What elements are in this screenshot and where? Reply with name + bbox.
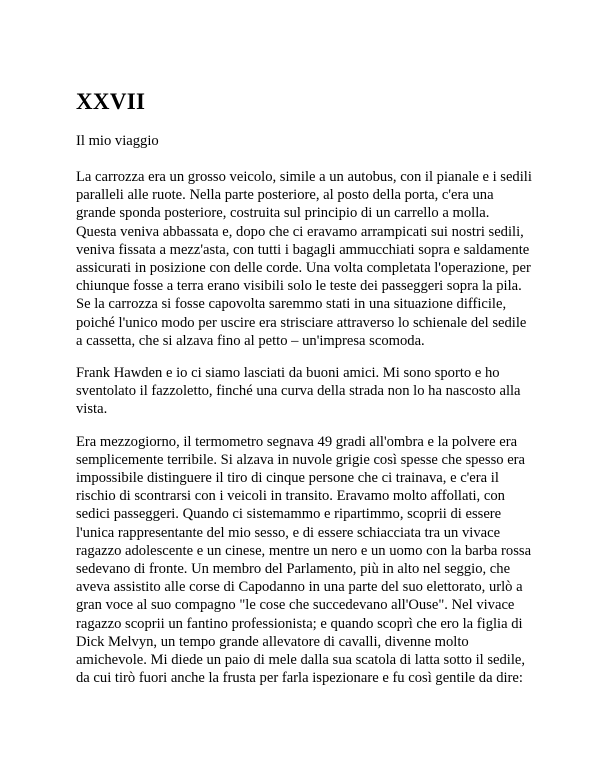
paragraph-3: Era mezzogiorno, il termometro segnava 49 gradi all'ombra e la polvere era semplicemente terribile. Si alzava in nuvole grigie così spesse che spesso era impossibile distinguere il tiro di cinque persone che ci trainava, e c'era il rischio di scontrarsi con i veicoli in transito. Eravamo molto affollati, con sedici passeggeri. Quando ci sistemammo e ripartimmo, scoprii di essere l'unica rappresentante del mio sesso, e di essere schiacciata tra un vivace ragazzo adolescente e un cinese, mentre un nero e un uomo con la barba rossa sedevano di fronte. Un membro del Parlamento, più in alto nel seggio, che aveva assistito alle corse di Capodanno in una parte del suo elettorato, urlò a gran voce al suo compagno "le cose che succedevano all'Ouse". Nel vivace ragazzo scoprii un fantino professionista; e quando scoprì che ero la figlia di Dick Melvyn, un tempo grande allevatore di cavalli, divenne molto amichevole. Mi diede un paio di mele dalla sua scatola di latta sotto il sedile, da cui tirò fuori anche la frusta per farla ispezionare e fu così gentile da dire: [76,433,532,687]
paragraph-2: Frank Hawden e io ci siamo lasciati da buoni amici. Mi sono sporto e ho sventolato il fazzoletto, finché una curva della strada non lo ha nascosto alla vista. [76,365,521,418]
paragraph-1: La carrozza era un grosso veicolo, simile a un autobus, con il pianale e i sedili paralleli alle ruote. Nella parte posteriore, al posto della porta, c'era una grande sponda posteriore, costruita sul principio di un carrello a molla. Questa veniva abbassata e, dopo che ci eravamo arrampicati sui nostri sedili, veniva fissata a mezz'asta, con tutti i bagagli ammucchiati sopra e saldamente assicurati in posizione con delle corde. Una volta completata l'operazione, per chiunque fosse a terra erano visibili solo le teste dei passeggeri sopra la pila. Se la carrozza si fosse capovolta saremmo stati in una situazione difficile, poiché l'unico modo per uscire era strisciare attraverso lo schienale del sedile a cassetta, che si alzava fino al petto – un'impresa scomoda. [76,169,532,349]
chapter-subtitle: Il mio viaggio [76,133,159,149]
chapter-heading: XXVII [76,89,146,114]
document-page [76,88,532,701]
